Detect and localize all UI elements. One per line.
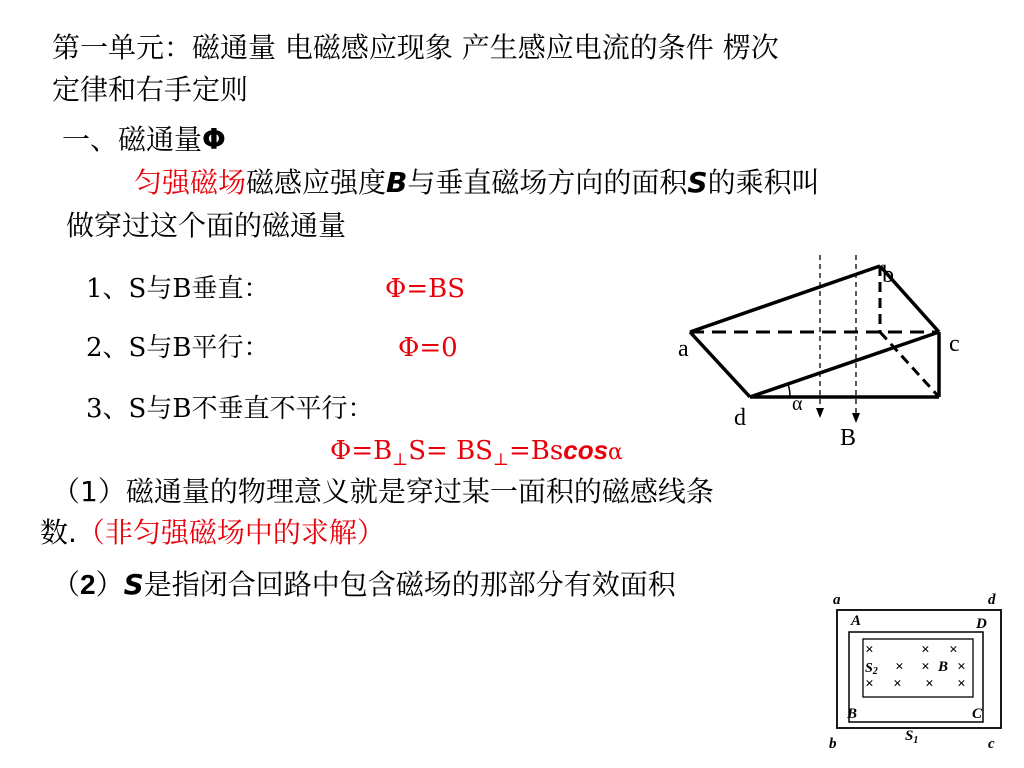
field-label-b: B — [938, 659, 949, 675]
angle-arc — [788, 384, 790, 397]
note-2-var-s: S — [123, 568, 144, 601]
note-2-close: ） — [95, 568, 124, 601]
var-s: S — [687, 166, 708, 199]
non-uniform-note: （非匀强磁场中的求解） — [76, 516, 385, 549]
page-title-line-1: 第一单元：磁通量 电磁感应现象 产生感应电流的条件 楞次 — [52, 31, 779, 64]
inner-label-d: D — [976, 616, 987, 632]
var-b: B — [386, 166, 408, 199]
outer-label-c: c — [988, 736, 995, 752]
definition-part-2: 与垂直磁场方向的面积 — [407, 166, 688, 199]
edge-d-c — [750, 332, 939, 397]
case-2-formula: Φ=0 — [398, 333, 458, 363]
field-arrow-right — [852, 413, 860, 423]
perp-sub-1: ⊥ — [392, 450, 409, 471]
outer-label-b: b — [829, 736, 837, 752]
inner-label-a: A — [851, 613, 862, 629]
formula-part-1: Φ=B — [330, 436, 393, 466]
label-b: b — [882, 262, 894, 288]
definition-part-3: 的乘积叫 — [707, 166, 820, 199]
definition-line-1 — [134, 165, 820, 201]
field-arrow-left — [816, 408, 824, 418]
note-2 — [52, 567, 676, 603]
alpha-symbol: α — [608, 440, 623, 465]
section-heading — [62, 122, 226, 158]
inner-label-c: C — [972, 706, 983, 722]
field-mark: × — [921, 642, 930, 658]
definition-line-2: 做穿过这个面的磁通量 — [66, 209, 347, 242]
note-2-text: 是指闭合回路中包含磁场的那部分有效面积 — [143, 568, 676, 601]
edge-a-d — [690, 332, 750, 397]
meaning-line-1: （1）磁通量的物理意义就是穿过某一面积的磁感线条 — [52, 475, 714, 508]
page-title-line-2: 定律和右手定则 — [52, 73, 249, 106]
field-mark: × — [949, 642, 958, 658]
case-3-label: 3、S与B不垂直不平行： — [86, 394, 374, 424]
field-mark: × — [893, 676, 902, 692]
case-1-formula: Φ=BS — [385, 274, 466, 304]
perp-sub-2: ⊥ — [493, 450, 509, 471]
field-mark: × — [921, 659, 930, 675]
s2-label: S2 — [865, 661, 878, 677]
note-2-open: （ — [52, 568, 81, 601]
formula-part-2: S= BS — [408, 436, 493, 466]
section-heading-text: 一、磁通量 — [62, 123, 203, 156]
phi-symbol: Φ — [202, 123, 226, 156]
inner-label-b: B — [847, 706, 858, 722]
label-a: a — [678, 336, 689, 362]
definition-part-1: 磁感应强度 — [246, 166, 387, 199]
case-1-label: 1、S与B垂直： — [86, 274, 270, 304]
field-mark: × — [895, 659, 904, 675]
edge-a-b — [690, 266, 880, 332]
s1-label: $S_1$ — [905, 728, 919, 746]
field-mark: × — [957, 676, 966, 692]
outer-label-d: d — [988, 592, 996, 608]
label-alpha: α — [792, 393, 803, 415]
figure-loop-area — [825, 588, 1015, 758]
field-mark: × — [957, 659, 966, 675]
field-mark: × — [865, 676, 874, 692]
case-3-formula — [330, 433, 623, 477]
meaning-line-2 — [40, 515, 385, 551]
label-c: c — [949, 331, 960, 357]
formula-part-3: =Bs — [509, 436, 564, 466]
note-2-number: 2 — [80, 569, 96, 600]
case-2-label: 2、S与B平行： — [86, 333, 270, 363]
uniform-field-term: 匀强磁场 — [134, 166, 247, 199]
label-field-b: B — [840, 425, 857, 451]
figure-inclined-plane — [672, 250, 972, 460]
meaning-line-2-text: 数. — [40, 516, 77, 549]
outer-label-a: a — [833, 592, 841, 608]
field-mark: × — [865, 642, 874, 658]
field-mark: × — [925, 676, 934, 692]
cos-function: cos — [563, 435, 609, 465]
label-d: d — [734, 405, 746, 431]
